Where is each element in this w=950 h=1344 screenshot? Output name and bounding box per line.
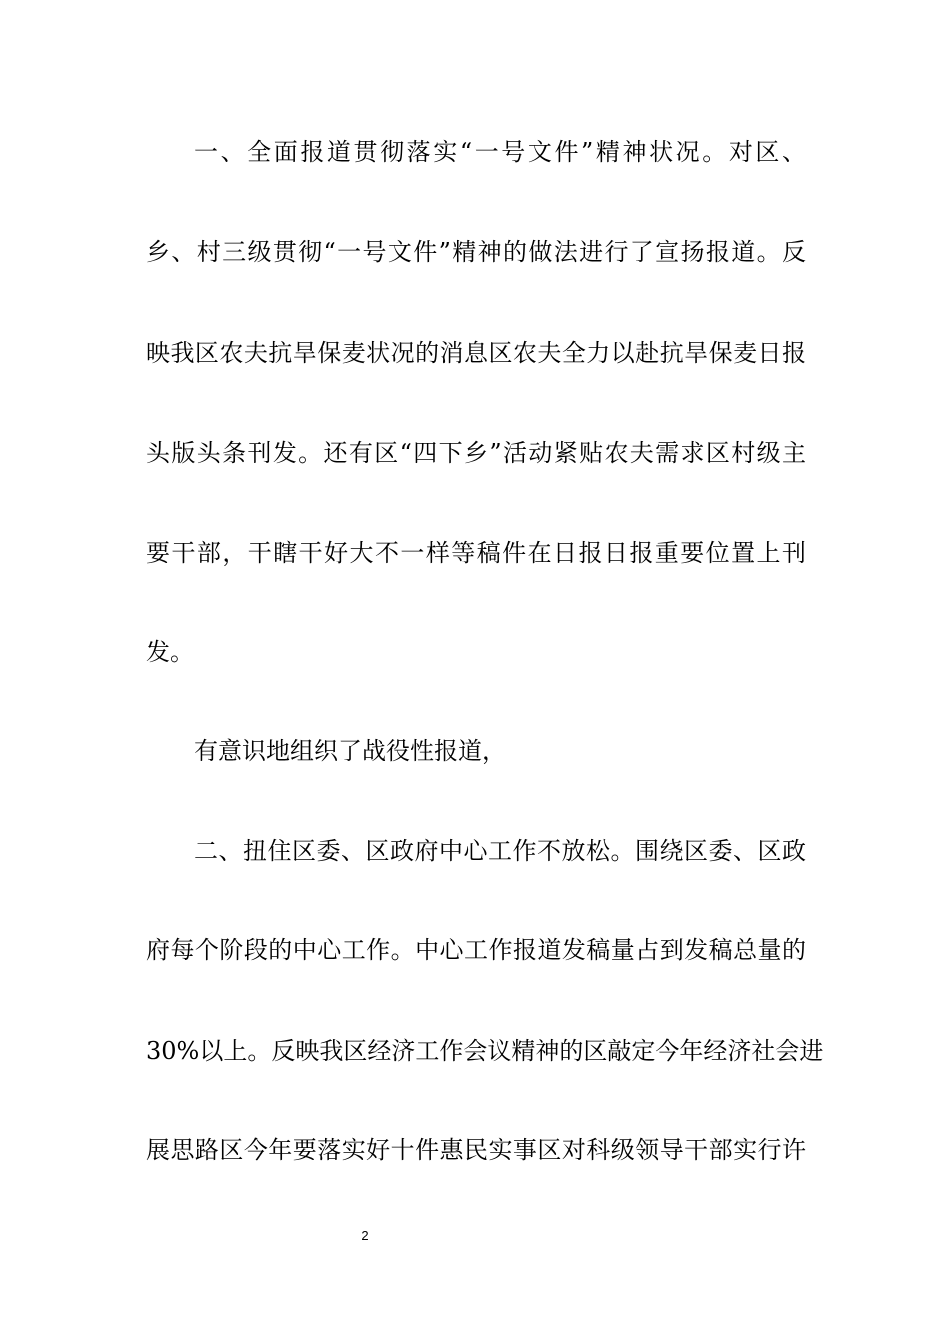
paragraph-1-line-4: 头版头条刊发。还有区“四下乡”活动紧贴农夫需求区村级主 xyxy=(146,439,806,467)
paragraph-1-line-1: 一、全面报道贯彻落实“一号文件”精神状况。对区、 xyxy=(194,138,806,166)
paragraph-3-line-1: 二、扭住区委、区政府中心工作不放松。围绕区委、区政 xyxy=(194,837,806,865)
paragraph-1-line-6: 发。 xyxy=(146,638,194,666)
paragraph-1-line-3: 映我区农夫抗旱保麦状况的消息区农夫全力以赴抗旱保麦日报 xyxy=(146,339,806,367)
paragraph-2-line-1: 有意识地组织了战役性报道， xyxy=(194,737,506,765)
paragraph-1-line-5: 要干部，干瞎干好大不一样等稿件在日报日报重要位置上刊 xyxy=(146,539,806,567)
page-number: 2 xyxy=(361,1228,369,1243)
paragraph-3-line-3: 30%以上。反映我区经济工作会议精神的区敲定今年经济社会进 xyxy=(146,1037,824,1065)
paragraph-1-line-2: 乡、村三级贯彻“一号文件”精神的做法进行了宣扬报道。反 xyxy=(146,238,806,266)
paragraph-3-line-4: 展思路区今年要落实好十件惠民实事区对科级领导干部实行许 xyxy=(146,1136,806,1164)
paragraph-3-line-2: 府每个阶段的中心工作。中心工作报道发稿量占到发稿总量的 xyxy=(146,936,806,964)
